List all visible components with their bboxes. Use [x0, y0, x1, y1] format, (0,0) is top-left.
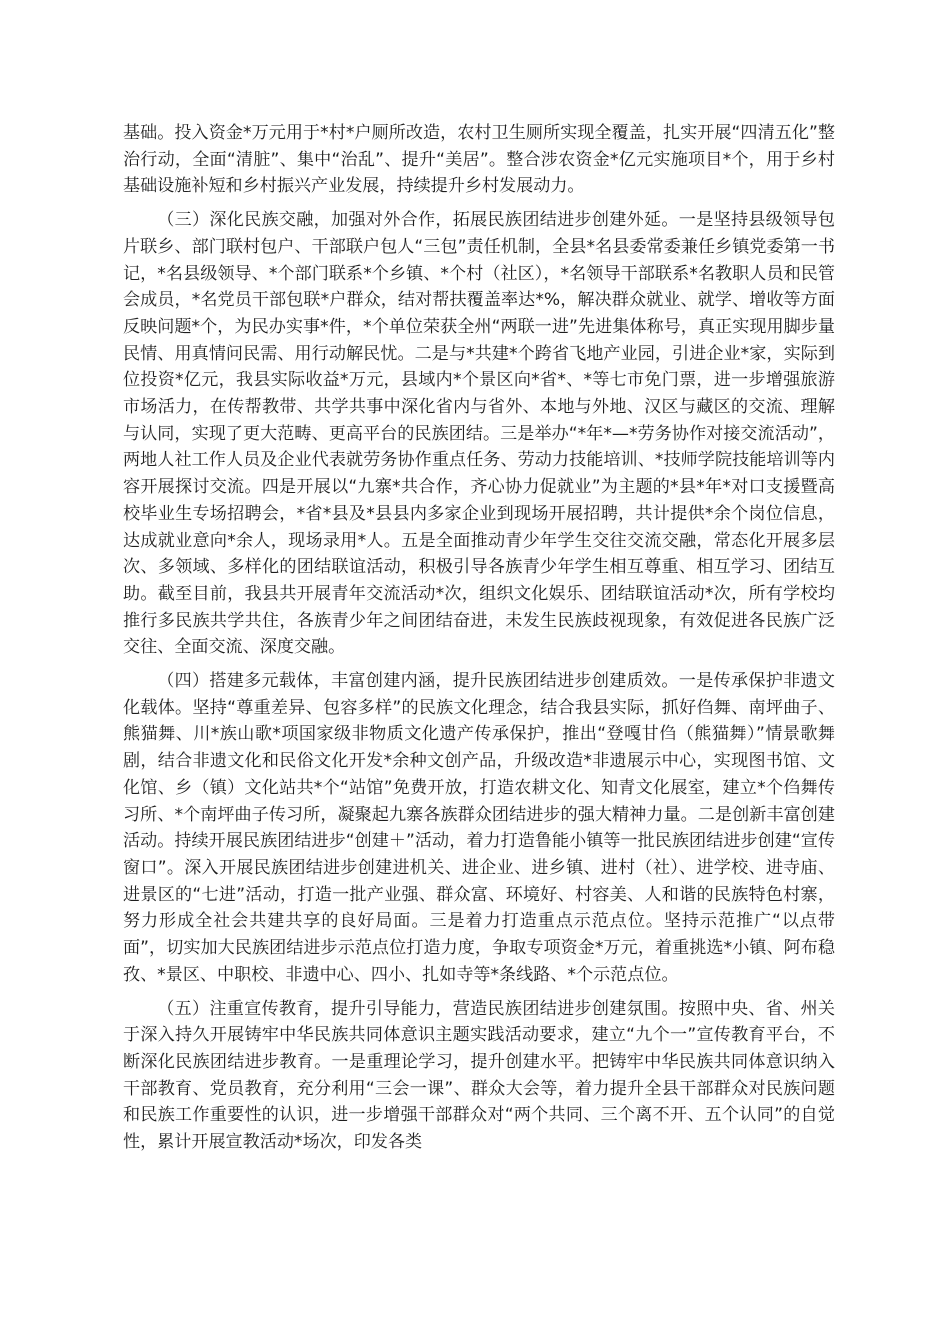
paragraph-continuation: 基础。投入资金*万元用于*村*户厕所改造，农村卫生厕所实现全覆盖，扎实开展“四清五化”整治行动，全面“清脏”、集中“治乱”、提升“美居”。整合涉农资金*亿元实施项目*个，用于乡村基础设施补短和乡村振兴产业发展，持续提升乡村发展动力。 — [123, 123, 835, 197]
document-body — [123, 120, 835, 1163]
paragraph-section-5: （五）注重宣传教育，提升引导能力，营造民族团结进步创建氛围。按照中央、省、州关于深入持久开展铸牢中华民族共同体意识主题实践活动要求，建立“九个一”宣传教育平台，不断深化民族团结进步教育。一是重理论学习，提升创建水平。把铸牢中华民族共同体意识纳入干部教育、党员教育，充分利用“三会一课”、群众大会等，着力提升全县干部群众对民族问题和民族工作重要性的认识，进一步增强干部群众对“两个共同、三个离不开、五个认同”的自觉性，累计开展宣教活动*场次，印发各类 — [123, 998, 835, 1153]
paragraph-section-4: （四）搭建多元载体，丰富创建内涵，提升民族团结进步创建质效。一是传承保护非遗文化载体。坚持“尊重差异、包容多样”的民族文化理念，结合我县实际，抓好㑇舞、南坪曲子、熊猫舞、川*族山歌*项国家级非物质文化遗产传承保护，推出“登嘎甘㑇（熊猫舞）”情景歌舞剧，结合非遗文化和民俗文化开发*余种文创产品，升级改造*非遗展示中心，实现图书馆、文化馆、乡（镇）文化站共*个“站馆”免费开放，打造农耕文化、知青文化展室，建立*个㑇舞传习所、*个南坪曲子传习所，凝聚起九寨各族群众团结进步的强大精神力量。二是创新丰富创建活动。持续开展民族团结进步“创建＋”活动，着力打造鲁能小镇等一批民族团结进步创建“宣传窗口”。深入开展民族团结进步创建进机关、进企业、进乡镇、进村（社）、进学校、进寺庙、进景区的“七进”活动，打造一批产业强、群众富、环境好、村容美、人和谐的民族特色村寨，努力形成全社会共建共享的良好局面。三是着力打造重点示范点位。坚持示范推广“以点带面”，切实加大民族团结进步示范点位打造力度，争取专项资金*万元，着重挑选*小镇、阿布稳孜、*景区、中职校、非遗中心、四小、扎如寺等*条线路、*个示范点位。 — [123, 671, 835, 985]
paragraph-section-3: （三）深化民族交融，加强对外合作，拓展民族团结进步创建外延。一是坚持县级领导包片联乡、部门联村包户、干部联户包人“三包”责任机制，全县*名县委常委兼任乡镇党委第一书记，*名县级领导、*个部门联系*个乡镇、*个村（社区），*名领导干部联系*名教职人员和民管会成员，*名党员干部包联*户群众，结对帮扶覆盖率达*%，解决群众就业、就学、增收等方面反映问题*个，为民办实事*件，*个单位荣获全州“两联一进”先进集体称号，真正实现用脚步量民情、用真情问民需、用行动解民忧。二是与*共建*个跨省飞地产业园，引进企业*家，实际到位投资*亿元，我县实际收益*万元，县域内*个景区向*省*、*等七市免门票，进一步增强旅游市场活力，在传帮教带、共学共事中深化省内与省外、本地与外地、汉区与藏区的交流、理解与认同，实现了更大范畴、更高平台的民族团结。三是举办“*年*—*劳务协作对接交流活动”，两地人社工作人员及企业代表就劳务协作重点任务、劳动力技能培训、*技师学院技能培训等内容开展探讨交流。四是开展以“九寨*共合作，齐心协力促就业”为主题的*县*年*对口支援暨高校毕业生专场招聘会，*省*县及*县县内多家企业到现场开展招聘，共计提供*余个岗位信息，达成就业意向*余人，现场录用*人。五是全面推动青少年学生交往交流交融，常态化开展多层次、多领域、多样化的团结联谊活动，积极引导各族青少年学生相互尊重、相互学习、团结互助。截至目前，我县共开展青年交流活动*次，组织文化娱乐、团结联谊活动*次，所有学校均推行多民族共学共住，各族青少年之间团结奋进，未发生民族歧视现象，有效促进各民族广泛交往、全面交流、深度交融。 — [123, 210, 835, 658]
